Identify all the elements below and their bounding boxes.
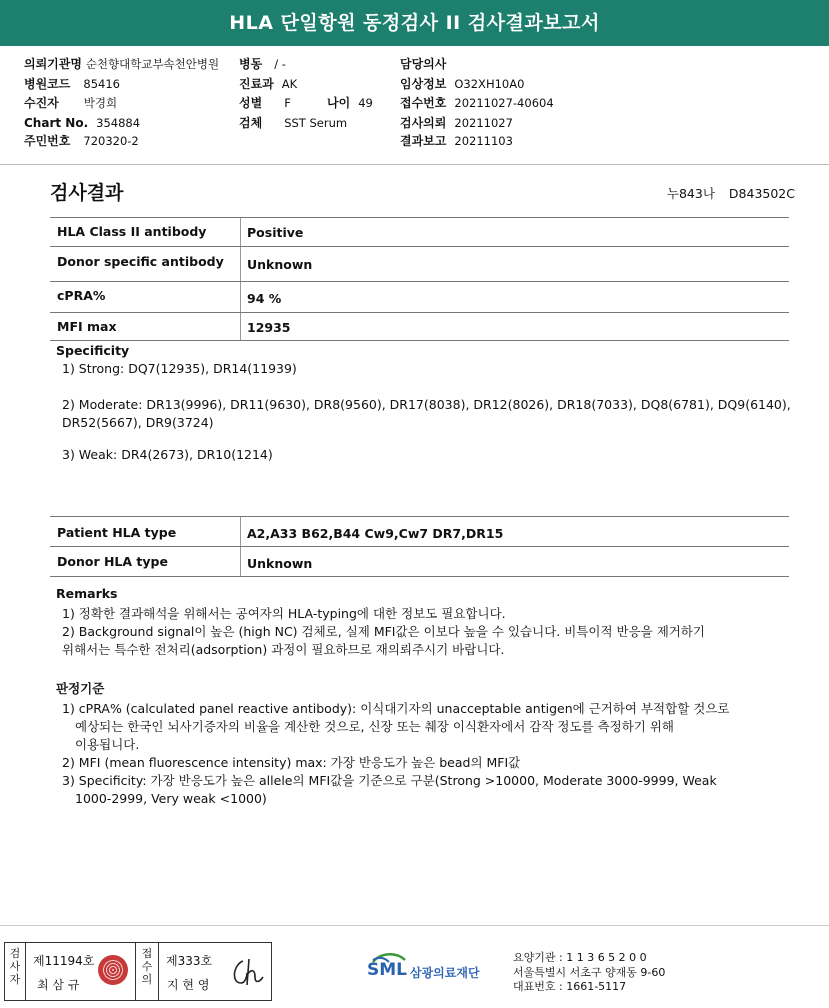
remark-line: 위해서는 특수한 전처리(adsorption) 과정이 필요하므로 재의뢰주시기 바랍니다. xyxy=(62,642,505,657)
id-label: 주민번호 xyxy=(24,134,71,148)
results-table xyxy=(50,217,789,341)
row-value: Unknown xyxy=(247,257,313,272)
request-date-label: 검사의뢰 xyxy=(400,116,447,130)
row-value: Positive xyxy=(247,225,304,240)
specificity-weak: 3) Weak: DR4(2673), DR10(1214) xyxy=(62,447,273,462)
id-value: 720320-2 xyxy=(83,134,139,148)
table-row xyxy=(50,546,789,577)
specimen-value: SST Serum xyxy=(284,116,348,130)
sex-label: 성별 xyxy=(239,96,263,110)
footer-divider xyxy=(0,925,829,926)
chart-value: 354884 xyxy=(96,116,141,130)
org-address xyxy=(513,951,665,995)
seal-stamp xyxy=(98,955,128,985)
institution-value: 순천향대학교부속천안병원 xyxy=(85,57,220,71)
row-label: Donor HLA type xyxy=(57,554,168,569)
row-value: A2,A33 B62,B44 Cw9,Cw7 DR7,DR15 xyxy=(247,526,504,541)
doctor-label: 담당의사 xyxy=(400,57,447,71)
specificity-moderate-2: DR52(5667), DR9(3724) xyxy=(62,415,214,430)
hospital-code-value: 85416 xyxy=(83,77,120,91)
row-label: HLA Class II antibody xyxy=(57,224,207,239)
row-value: 94 % xyxy=(247,291,282,306)
logo-text: SML xyxy=(367,960,407,980)
institution-label: 의뢰기관명 xyxy=(24,57,82,71)
examiner-license: 제11194호 xyxy=(33,954,95,968)
specificity-strong: 1) Strong: DQ7(12935), DR14(11939) xyxy=(62,361,297,376)
criteria-line: 1) cPRA% (calculated panel reactive antibody): 이식대기자의 unacceptable antigen에 근거하여 부적합할 것으로 xyxy=(62,701,730,716)
signature-box xyxy=(4,942,272,1001)
age-value: 49 xyxy=(358,96,373,110)
address: 서울특별시 서초구 양재동 9-60 xyxy=(513,965,666,979)
reg-info-value: O32XH10A0 xyxy=(454,77,525,91)
request-date-value: 20211027 xyxy=(454,116,513,130)
phone: 대표번호 : 1661-5117 xyxy=(513,980,627,993)
confirmer-name: 지 현 영 xyxy=(167,978,210,992)
row-value: 12935 xyxy=(247,320,291,335)
examiner-label: 검 사 자 xyxy=(9,947,21,986)
report-title: HLA 단일항원 동정검사 II 검사결과보고서 xyxy=(0,0,829,46)
hospital-code-label: 병원코드 xyxy=(24,77,71,91)
doc-code-1: 누843나 xyxy=(666,186,715,201)
criteria-heading: 판정기준 xyxy=(56,681,105,696)
row-label: MFI max xyxy=(57,319,117,334)
examiner-name: 최 삼 규 xyxy=(37,978,80,992)
info-divider xyxy=(0,164,829,165)
collector-label: 수진자 xyxy=(24,96,59,110)
doc-codes xyxy=(653,184,795,202)
row-label: Patient HLA type xyxy=(57,525,177,540)
table-row xyxy=(50,516,789,546)
hla-table xyxy=(50,516,789,577)
table-row xyxy=(50,217,789,246)
report-date-label: 결과보고 xyxy=(400,134,447,148)
confirmer-license: 제333호 xyxy=(166,954,213,968)
row-value: Unknown xyxy=(247,556,313,571)
ward-value: / - xyxy=(274,57,286,71)
table-row xyxy=(50,281,789,312)
specificity-section xyxy=(56,342,791,464)
report-date-value: 20211103 xyxy=(454,134,513,148)
sml-logo xyxy=(367,948,507,988)
remark-line: 1) 정확한 결과해석을 위해서는 공여자의 HLA-typing에 대한 정보도 필요합니다. xyxy=(62,606,506,621)
criteria-section xyxy=(56,680,729,808)
remarks-heading: Remarks xyxy=(56,586,118,601)
reg-info-label: 임상정보 xyxy=(400,77,447,91)
specificity-moderate-1: 2) Moderate: DR13(9996), DR11(9630), DR8(9560), DR17(8038), DR12(8026), DR18(7033), DQ8(6781), DQ9(6140), xyxy=(62,397,791,412)
criteria-line: 이용됩니다. xyxy=(75,737,140,752)
receipt-value: 20211027-40604 xyxy=(454,96,554,110)
department-label: 진료과 xyxy=(239,77,274,91)
row-label: cPRA% xyxy=(57,288,106,303)
criteria-line: 2) MFI (mean fluorescence intensity) max: 가장 반응도가 높은 bead의 MFI값 xyxy=(62,755,521,770)
row-label: Donor specific antibody xyxy=(57,254,224,269)
criteria-line: 3) Specificity: 가장 반응도가 높은 allele의 MFI값을 기준으로 구분(Strong >10000, Moderate 3000-9999, Weak xyxy=(62,773,717,788)
age-label: 나이 xyxy=(327,96,351,110)
ward-label: 병동 xyxy=(239,57,263,71)
table-row xyxy=(50,246,789,281)
department-value: AK xyxy=(281,77,298,91)
doc-code-2: D843502C xyxy=(728,186,795,201)
remarks-section xyxy=(56,585,705,659)
specificity-heading: Specificity xyxy=(56,343,130,358)
signature-mark xyxy=(229,955,265,989)
org-name: 삼광의료재단 xyxy=(410,966,480,980)
receipt-label: 접수번호 xyxy=(400,96,447,110)
table-row xyxy=(50,312,789,341)
specimen-label: 검체 xyxy=(239,116,263,130)
agency-number: 요양기관 : 1 1 3 6 5 2 0 0 xyxy=(513,951,647,964)
criteria-line: 1000-2999, Very weak <1000) xyxy=(75,791,267,806)
sex-value: F xyxy=(284,96,291,110)
section-title: 검사결과 xyxy=(50,182,124,204)
confirmer-label: 접 수 의 xyxy=(141,947,153,986)
collector-value: 박경희 xyxy=(83,96,118,110)
remark-line: 2) Background signal이 높은 (high NC) 검체로, 실제 MFI값은 이보다 높을 수 있습니다. 비특이적 반응을 제거하기 xyxy=(62,624,705,639)
criteria-line: 예상되는 한국인 뇌사기증자의 비율을 계산한 것으로, 신장 또는 췌장 이식환자에서 감작 정도를 측정하기 위해 xyxy=(75,719,675,734)
chart-label: Chart No. xyxy=(24,116,89,130)
